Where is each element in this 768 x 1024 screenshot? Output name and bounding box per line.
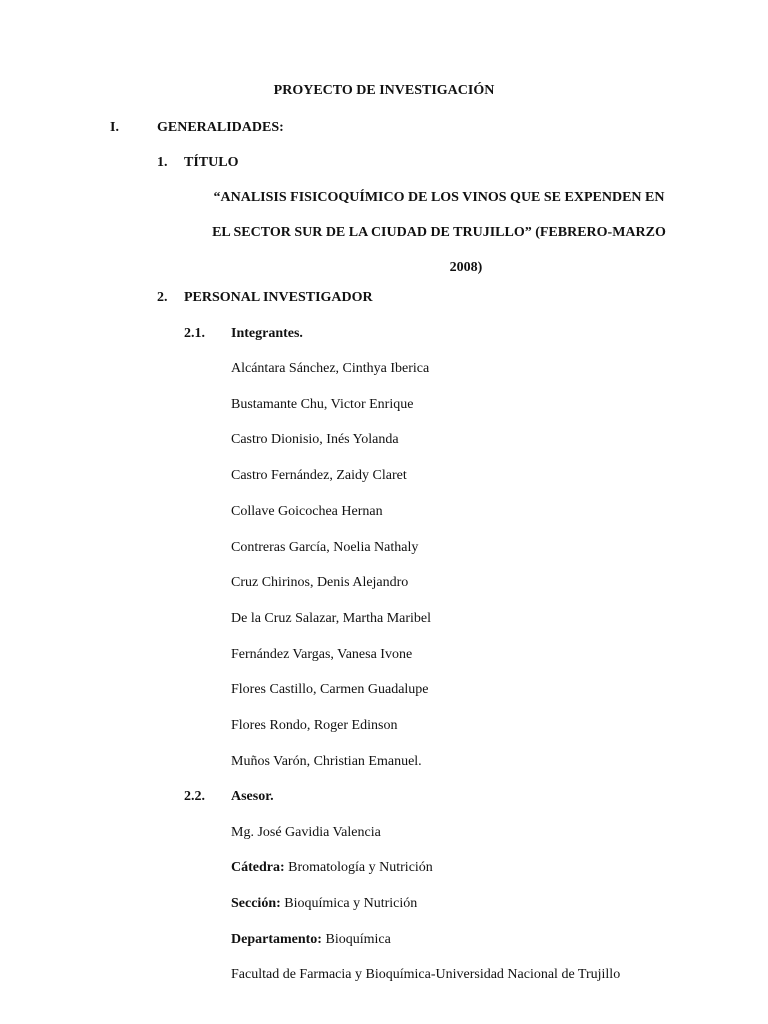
member-name: Flores Rondo, Roger Edinson	[231, 718, 398, 733]
subitem-number-integrantes: 2.1.	[184, 326, 205, 341]
seccion-line	[231, 895, 417, 913]
subitem-label-asesor: Asesor.	[231, 789, 274, 804]
member-name: Fernández Vargas, Vanesa Ivone	[231, 647, 413, 662]
item-label-personal: PERSONAL INVESTIGADOR	[184, 290, 373, 305]
member-name: Cruz Chirinos, Denis Alejandro	[231, 575, 409, 590]
catedra-line	[231, 859, 433, 877]
item-number-personal: 2.	[157, 290, 168, 305]
advisor-name: Mg. José Gavidia Valencia	[231, 825, 381, 840]
project-title	[196, 189, 682, 294]
member-name: Castro Dionisio, Inés Yolanda	[231, 432, 399, 447]
member-name: Castro Fernández, Zaidy Claret	[231, 468, 407, 483]
item-label-titulo: TÍTULO	[184, 155, 239, 170]
subitem-number-asesor: 2.2.	[184, 789, 205, 804]
member-name: De la Cruz Salazar, Martha Maribel	[231, 611, 432, 626]
faculty-line: Facultad de Farmacia y Bioquímica-Universidad Nacional de Trujillo	[231, 967, 621, 982]
departamento-line	[231, 931, 391, 949]
project-title-line: EL SECTOR SUR DE LA CIUDAD DE TRUJILLO” (FEBRERO-MARZO	[212, 225, 666, 240]
member-name: Bustamante Chu, Victor Enrique	[231, 397, 414, 412]
member-name: Flores Castillo, Carmen Guadalupe	[231, 682, 429, 697]
catedra-label: Cátedra:	[231, 860, 285, 875]
subitem-label-integrantes: Integrantes.	[231, 326, 303, 341]
seccion-label: Sección:	[231, 896, 281, 911]
section-title: GENERALIDADES:	[157, 120, 284, 135]
member-name: Collave Goicochea Hernan	[231, 504, 383, 519]
section-number: I.	[110, 120, 119, 135]
member-name: Muños Varón, Christian Emanuel.	[231, 754, 422, 769]
project-title-line: “ANALISIS FISICOQUÍMICO DE LOS VINOS QUE SE EXPENDEN EN	[213, 190, 665, 205]
seccion-value: Bioquímica y Nutrición	[284, 896, 418, 911]
departamento-value: Bioquímica	[325, 932, 391, 947]
document-heading: PROYECTO DE INVESTIGACIÓN	[273, 83, 495, 98]
item-number-titulo: 1.	[157, 155, 168, 170]
member-name: Alcántara Sánchez, Cinthya Iberica	[231, 361, 430, 376]
project-title-line: 2008)	[449, 260, 483, 275]
catedra-value: Bromatología y Nutrición	[288, 860, 433, 875]
departamento-label: Departamento:	[231, 932, 322, 947]
member-name: Contreras García, Noelia Nathaly	[231, 540, 419, 555]
